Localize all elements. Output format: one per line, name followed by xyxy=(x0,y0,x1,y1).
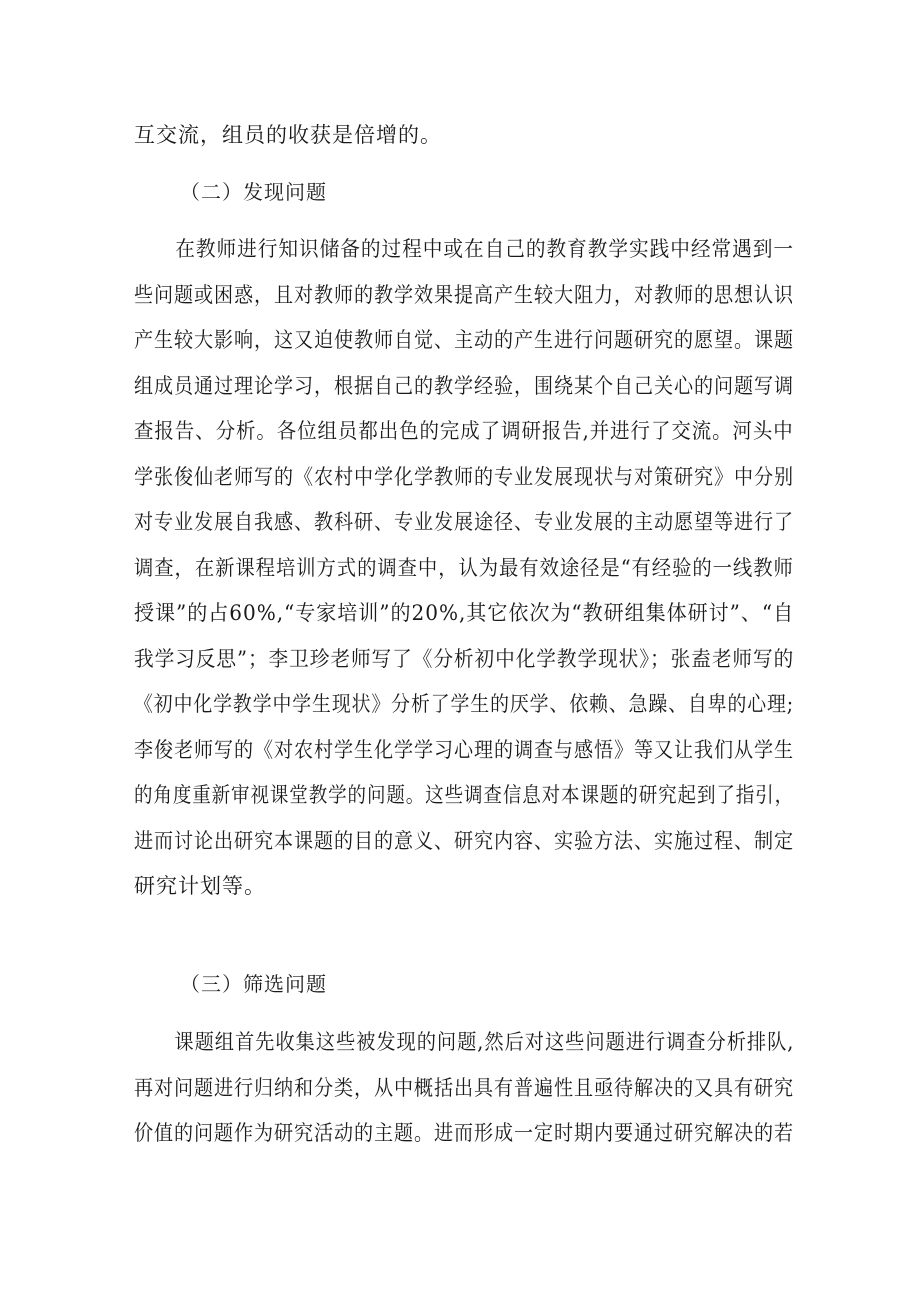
paragraph-line: 李俊老师写的《对农村学生化学学习心理的调查与感悟》等又让我们从学生 xyxy=(134,737,794,762)
paragraph-continuation xyxy=(134,113,794,159)
paragraph-line: 产生较大影响，这又迫使教师自觉、主动的产生进行问题研究的愿望。课题 xyxy=(134,328,794,352)
paragraph-line: 再对问题进行归纳和分类，从中概括出具有普遍性且亟待解决的又具有研究 xyxy=(134,1075,794,1100)
paragraph-line: 我学习反思”；李卫珍老师写了《分析初中化学教学现状》；张盍老师写的 xyxy=(134,646,795,671)
paragraph-line: 进而讨论出研究本课题的目的意义、研究内容、实验方法、实施过程、制定 xyxy=(134,828,794,853)
paragraph-line: 对专业发展自我感、教科研、专业发展途径、专业发展的主动愿望等进行了 xyxy=(134,510,794,534)
paragraph-line: 课题组首先收集这些被发现的问题,然后对这些问题进行调查分析排队, xyxy=(134,1030,795,1054)
section-heading-discover-problems: （二）发现问题 xyxy=(180,180,327,204)
paragraph-line: 研究计划等。 xyxy=(134,874,266,898)
paragraph-line: 互交流，组员的收获是倍增的。 xyxy=(134,123,442,147)
paragraph-line: 在教师进行知识储备的过程中或在自己的教育教学实践中经常遇到一 xyxy=(134,237,794,261)
paragraph-line: 学张俊仙老师写的《农村中学化学教师的专业发展现状与对策研究》中分别 xyxy=(134,464,794,489)
paragraph-line: 授课”的占60%,“专家培训”的20%,其它依次为“教研组集体研讨”、“自 xyxy=(134,601,795,625)
paragraph-line: 价值的问题作为研究活动的主题。进而形成一定时期内要通过研究解决的若 xyxy=(134,1121,794,1145)
paragraph-screen-problems xyxy=(134,1020,794,1157)
paragraph-line: 组成员通过理论学习，根据自己的教学经验，围绕某个自己关心的问题写调 xyxy=(134,373,794,398)
paragraph-line: 些问题或困惑，且对教师的教学效果提高产生较大阻力，对教师的思想认识 xyxy=(134,282,794,307)
section-heading-screen-problems: （三）筛选问题 xyxy=(180,972,327,996)
paragraph-discover-problems xyxy=(134,227,794,910)
paragraph-line: 的角度重新审视课堂教学的问题。这些调查信息对本课题的研究起到了指引， xyxy=(134,783,794,807)
paragraph-line: 《初中化学教学中学生现状》分析了学生的厌学、依赖、急躁、自卑的心理; xyxy=(134,692,795,716)
paragraph-line: 调查，在新课程培训方式的调查中，认为最有效途径是“有经验的一线教师 xyxy=(134,555,794,580)
paragraph-line: 查报告、分析。各位组员都出色的完成了调研报告,并进行了交流。河头中 xyxy=(134,419,794,443)
